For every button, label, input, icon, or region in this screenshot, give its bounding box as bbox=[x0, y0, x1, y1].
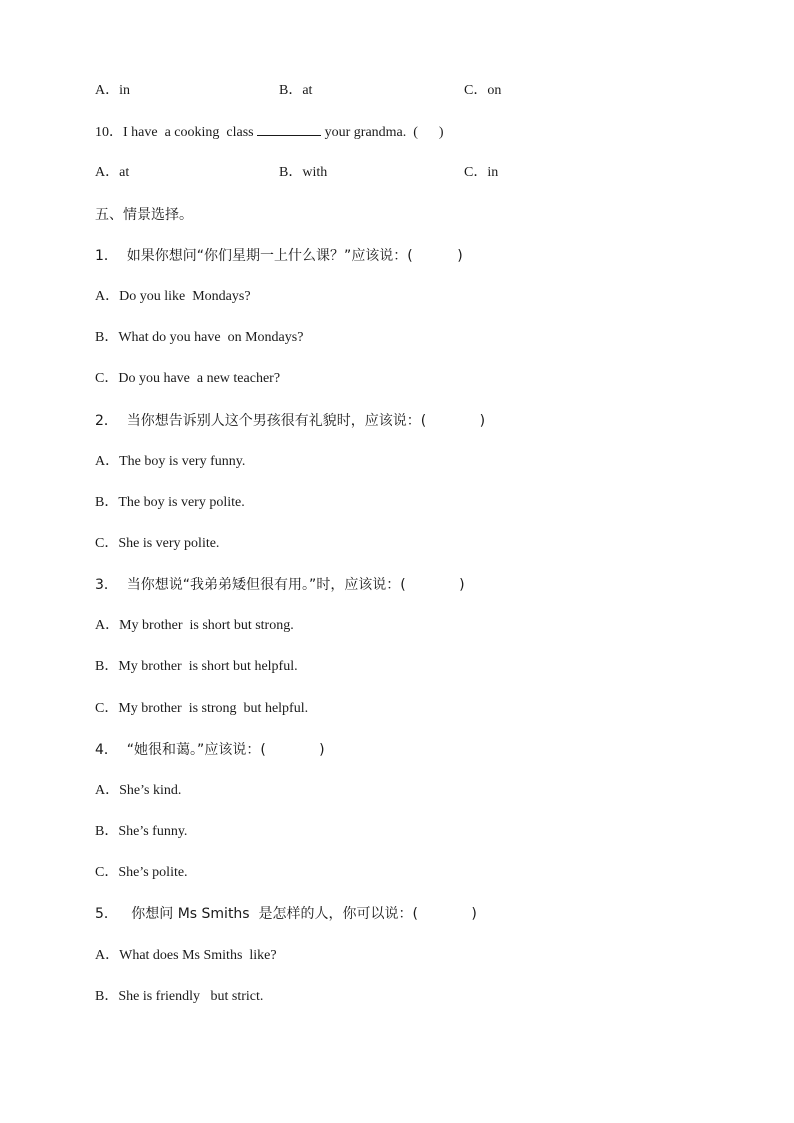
s5-q3-stem: 3． 当你想说“我弟弟矮但很有用。”时，应该说：( ) bbox=[95, 577, 465, 593]
q10-stem-before: 10．I have a cooking class bbox=[95, 125, 258, 140]
s5-q5-option-b: B．She is friendly but strict. bbox=[95, 989, 264, 1004]
s5-q4-option-c: C．She’s polite. bbox=[95, 865, 188, 880]
s5-q2-option-b: B．The boy is very polite. bbox=[95, 495, 245, 510]
s5-q4-option-b: B．She’s funny. bbox=[95, 824, 188, 839]
q10-answer-blank bbox=[257, 123, 321, 136]
q9-option-c: C．on bbox=[464, 83, 502, 98]
s5-q5-option-a: A．What does Ms Smiths like? bbox=[95, 948, 277, 963]
s5-q1-option-c: C．Do you have a new teacher? bbox=[95, 371, 281, 386]
s5-q2-option-c: C．She is very polite. bbox=[95, 536, 220, 551]
q10-option-b: B．with bbox=[279, 165, 328, 180]
q10-stem bbox=[95, 123, 444, 142]
q9-option-b: B．at bbox=[279, 83, 313, 98]
s5-q1-stem: 1． 如果你想问“你们星期一上什么课？”应该说：( ) bbox=[95, 248, 463, 264]
q10-option-a: A．at bbox=[95, 165, 130, 180]
q10-stem-after: your grandma. ( ) bbox=[321, 125, 444, 140]
s5-q1-option-a: A．Do you like Mondays? bbox=[95, 289, 251, 304]
s5-q1-option-b: B．What do you have on Mondays? bbox=[95, 330, 304, 345]
q9-option-a: A．in bbox=[95, 83, 130, 98]
s5-q2-stem: 2． 当你想告诉别人这个男孩很有礼貌时，应该说：( ) bbox=[95, 413, 486, 429]
s5-q2-option-a: A．The boy is very funny. bbox=[95, 454, 246, 469]
s5-q3-option-a: A．My brother is short but strong. bbox=[95, 618, 294, 633]
s5-q4-option-a: A．She’s kind. bbox=[95, 783, 182, 798]
s5-q3-option-b: B．My brother is short but helpful. bbox=[95, 659, 298, 674]
q10-option-c: C．in bbox=[464, 165, 499, 180]
s5-q3-option-c: C．My brother is strong but helpful. bbox=[95, 701, 309, 716]
section-5-title: 五、情景选择。 bbox=[95, 207, 193, 223]
s5-q4-stem: 4． “她很和蔼。”应该说：( ) bbox=[95, 742, 325, 758]
s5-q5-stem: 5． 你想问 Ms Smiths 是怎样的人，你可以说：( ) bbox=[95, 906, 477, 922]
